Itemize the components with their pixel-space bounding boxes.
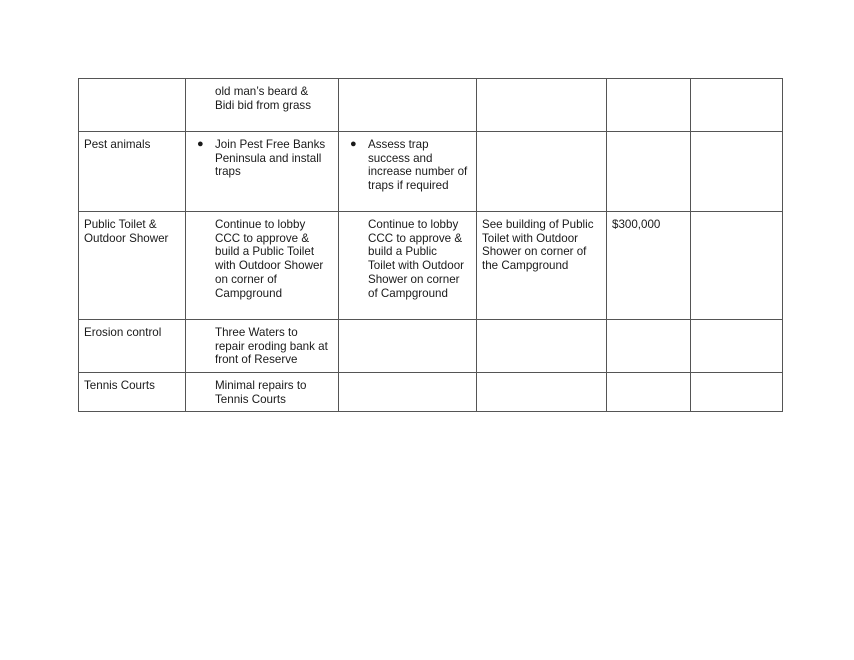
table-cell (607, 373, 691, 412)
table-cell (79, 79, 186, 132)
table-cell (607, 320, 691, 373)
table-cell (607, 132, 691, 212)
table-row-erosion-control (79, 320, 783, 373)
table-cell (691, 79, 783, 132)
table-cell (339, 373, 477, 412)
bullet-icon: ● (350, 138, 357, 150)
table-cell-action: Minimal repairs to Tennis Courts (186, 373, 339, 412)
table-cell (691, 132, 783, 212)
bullet-icon: ● (197, 138, 204, 150)
table-row-pest-animals (79, 132, 783, 212)
table-cell (691, 373, 783, 412)
table-cell-action: Continue to lobby CCC to approve & build a Public Toilet with Outdoor Shower on corner of Campground (186, 212, 339, 320)
table-cell-topic: Erosion control (79, 320, 186, 373)
table-cell (339, 79, 477, 132)
table-cell-topic: Pest animals (79, 132, 186, 212)
table-cell (477, 79, 607, 132)
table-row-public-toilet (79, 212, 783, 320)
table-row-tennis-courts (79, 373, 783, 412)
table-cell-topic: Tennis Courts (79, 373, 186, 412)
table-cell (477, 320, 607, 373)
table-row-weeds-continued (79, 79, 783, 132)
table-cell (477, 373, 607, 412)
table-cell-action: ● Assess trap success and increase number of traps if required (339, 132, 477, 212)
management-plan-table (78, 78, 783, 412)
table-cell-action: ● Join Pest Free Banks Peninsula and install traps (186, 132, 339, 212)
table-cell-action: old man’s beard & Bidi bid from grass (186, 79, 339, 132)
table-cell-action: Continue to lobby CCC to approve & build a Public Toilet with Outdoor Shower on corner of Campground (339, 212, 477, 320)
table-cell-outcome: See building of Public Toilet with Outdoor Shower on corner of the Campground (477, 212, 607, 320)
table-cell (691, 320, 783, 373)
table-cell (607, 79, 691, 132)
table-cell (339, 320, 477, 373)
table-cell-cost: $300,000 (607, 212, 691, 320)
table-cell (691, 212, 783, 320)
table-cell (477, 132, 607, 212)
table-cell-action: Three Waters to repair eroding bank at front of Reserve (186, 320, 339, 373)
table-cell-topic: Public Toilet & Outdoor Shower (79, 212, 186, 320)
